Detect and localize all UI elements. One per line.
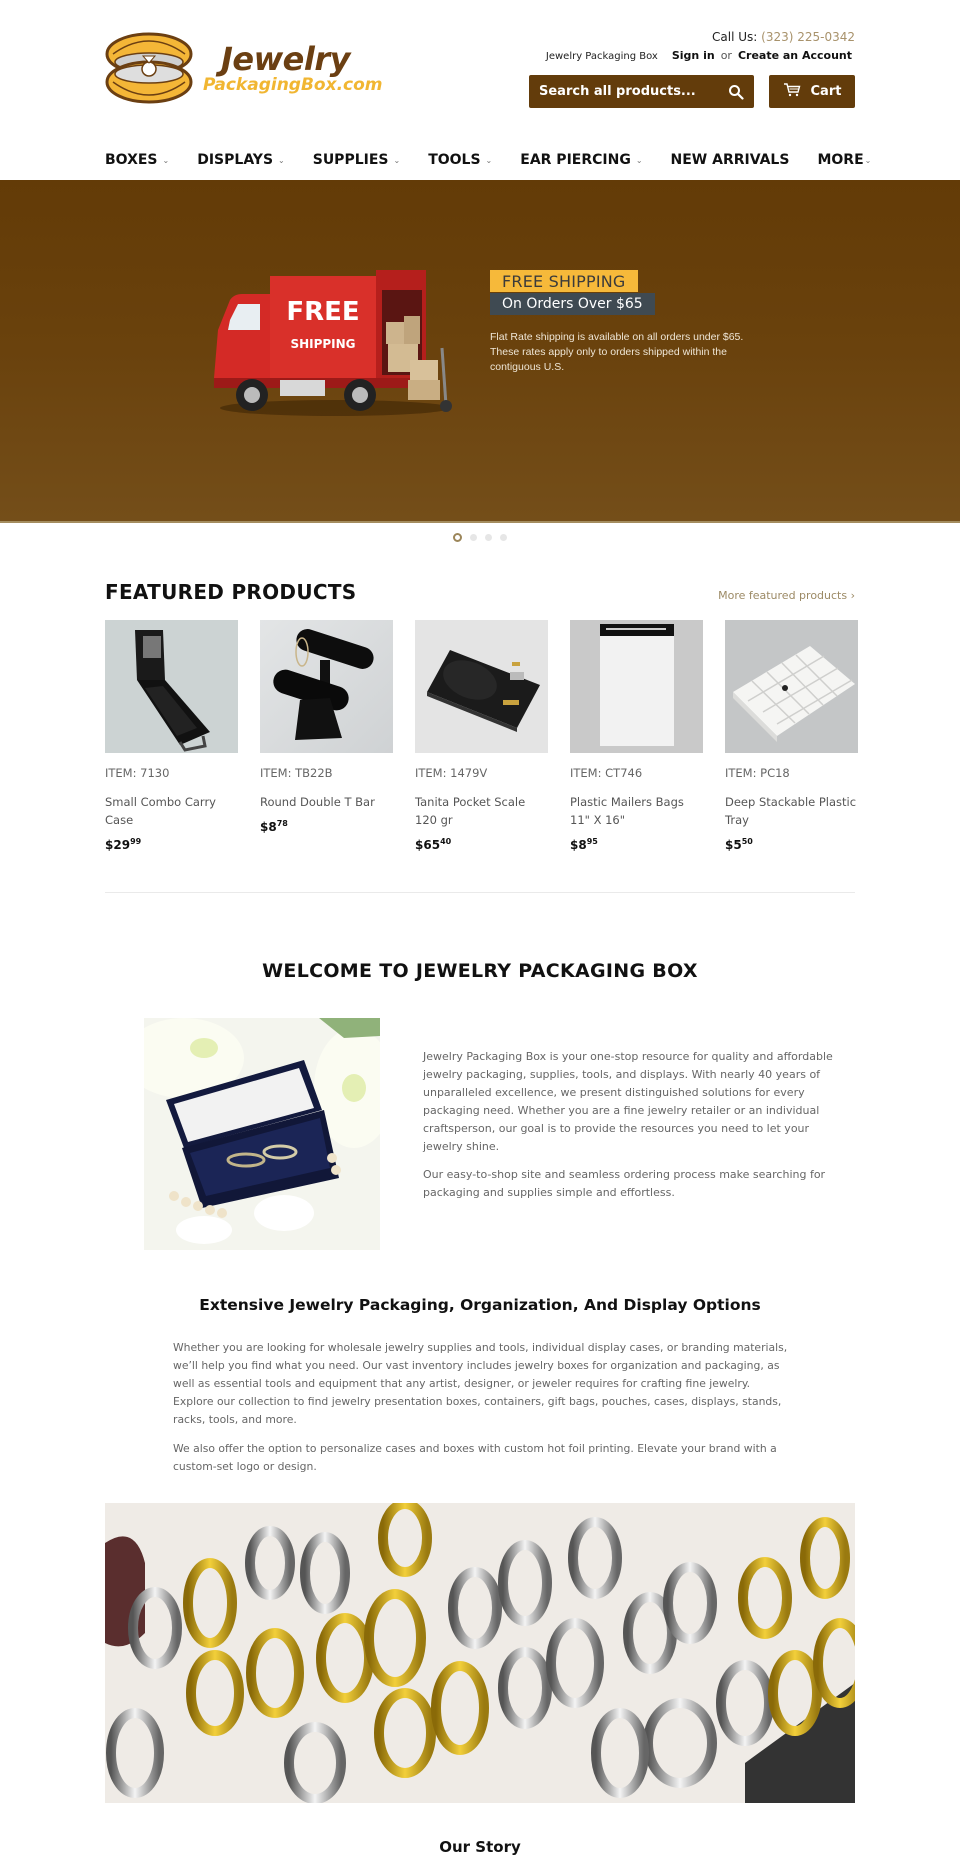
create-account-link[interactable]: Create an Account — [737, 49, 852, 62]
call-us-label: Call Us: — [712, 30, 758, 44]
product-image-pocket-scale[interactable] — [415, 620, 548, 753]
featured-products — [105, 580, 855, 852]
product-card[interactable] — [725, 620, 858, 852]
slider-pagination — [0, 533, 960, 542]
phone-number-link[interactable]: (323) 225-0342 — [761, 30, 855, 44]
account-links — [546, 49, 852, 62]
product-sku: ITEM: TB22B — [260, 766, 333, 780]
search-bar — [529, 75, 754, 108]
cart-icon — [783, 83, 801, 101]
call-us — [712, 30, 855, 44]
welcome-title: WELCOME TO JEWELRY PACKAGING BOX — [262, 960, 698, 982]
chevron-down-icon: ⌄ — [485, 155, 493, 165]
our-story-title: Our Story — [439, 1838, 521, 1856]
nav-item-displays[interactable] — [197, 152, 285, 168]
product-name[interactable]: Small Combo Carry Case — [105, 795, 216, 827]
cart-label: Cart — [810, 84, 842, 99]
nav-item-more[interactable] — [817, 152, 871, 168]
welcome-body — [423, 1048, 838, 1202]
nav-label: DISPLAYS — [197, 152, 274, 168]
product-name[interactable]: Round Double T Bar — [260, 795, 375, 809]
delivery-truck-image — [210, 260, 460, 420]
product-sku: ITEM: 7130 — [105, 766, 170, 780]
product-card[interactable] — [260, 620, 393, 852]
free-shipping-threshold: On Orders Over $65 — [490, 293, 655, 315]
chevron-down-icon: ⌄ — [278, 155, 285, 165]
nav-label: NEW ARRIVALS — [670, 152, 790, 168]
logo-wordmark-bottom: PackagingBox.com — [203, 74, 383, 95]
site-header — [0, 0, 960, 140]
nav-label: BOXES — [105, 152, 158, 168]
section-divider — [105, 892, 855, 893]
free-shipping-badge: FREE SHIPPING — [490, 270, 638, 292]
nav-item-boxes[interactable] — [105, 152, 169, 168]
ring-box-lilies-image — [144, 1018, 380, 1250]
chevron-down-icon: ⌄ — [162, 155, 170, 165]
main-nav — [0, 140, 960, 180]
extensive-options-body — [173, 1339, 793, 1476]
product-sku: ITEM: PC18 — [725, 766, 790, 780]
chevron-down-icon: ⌄ — [635, 155, 643, 165]
product-card[interactable] — [105, 620, 238, 852]
slide-dot-3[interactable] — [485, 534, 492, 541]
product-image-plastic-tray[interactable] — [725, 620, 858, 753]
product-name[interactable]: Deep Stackable Plastic Tray — [725, 795, 857, 827]
product-image-carry-case[interactable] — [105, 620, 238, 753]
slide-dot-2[interactable] — [470, 534, 477, 541]
product-name[interactable]: Plastic Mailers Bags 11" X 16" — [570, 795, 684, 827]
nav-label: SUPPLIES — [312, 152, 389, 168]
product-price: $\$8^{95}$ — [570, 837, 598, 852]
shipping-description: Flat Rate shipping is available on all orders under $65. These rates apply only to orders shipped within the contiguous U.S. — [490, 331, 744, 373]
product-image-mailer-bag[interactable] — [570, 620, 703, 753]
extensive-options-title: Extensive Jewelry Packaging, Organization, And Display Options — [199, 1296, 761, 1314]
more-featured-link[interactable]: More featured products › — [718, 589, 855, 602]
nav-item-new-arrivals[interactable] — [671, 152, 790, 168]
oyster-shell-logo-icon — [105, 32, 193, 104]
nav-item-ear-piercing[interactable] — [520, 152, 642, 168]
nav-item-tools[interactable] — [428, 152, 492, 168]
product-image-t-bar[interactable] — [260, 620, 393, 753]
sign-in-link[interactable]: Sign in — [671, 49, 715, 62]
welcome-paragraph: Jewelry Packaging Box is your one-stop resource for quality and affordable jewelry packaging, supplies, tools, and displays. With nearly 40 years of unparalleled excellence, we present distinguished solutions for every packaging need. Whether you are a fine jewelry retailer or an individual craftsperson, our goal is to provide the resources you need to let your jewelry shine. — [423, 1050, 833, 1153]
product-sku: ITEM: 1479V — [415, 766, 488, 780]
product-price: $\$5^{50}$ — [725, 837, 753, 852]
chevron-down-icon: ⌄ — [864, 155, 872, 165]
product-card[interactable] — [415, 620, 548, 852]
section-title: FEATURED PRODUCTS — [105, 580, 357, 604]
extensive-paragraph: We also offer the option to personalize cases and boxes with custom hot foil printing. Elevate your brand with a custom-set logo or design. — [173, 1442, 777, 1473]
search-icon[interactable] — [728, 84, 744, 100]
or-separator: or — [720, 49, 732, 62]
product-price: $\$65^{40}$ — [415, 837, 452, 852]
nav-label: EAR PIERCING — [520, 152, 631, 168]
product-price: $\$8^{78}$ — [260, 819, 288, 834]
logo-wordmark-top: Jewelry — [221, 39, 350, 78]
svg-text:SHIPPING: SHIPPING — [290, 337, 356, 351]
site-logo[interactable] — [105, 28, 383, 108]
store-name: Jewelry Packaging Box — [545, 51, 658, 62]
extensive-paragraph: Whether you are looking for wholesale jewelry supplies and tools, individual display cases, or branding materials, we’ll help you find what you need. Our vast inventory includes jewelry boxes for organization and packaging, as well as essential tools and equipment that any artist, designer, or jeweler requires for crafting fine jewelry. Explore our collection to find jewelry presentation boxes, containers, gift bags, pouches, cases, displays, stands, racks, tools, and more. — [173, 1341, 788, 1426]
nav-label: TOOLS — [428, 152, 481, 168]
product-name[interactable]: Tanita Pocket Scale 120 gr — [415, 795, 526, 827]
product-sku: ITEM: CT746 — [570, 766, 643, 780]
nav-item-supplies[interactable] — [313, 152, 400, 168]
wedding-rings-display-image — [105, 1503, 855, 1803]
product-price: $\$29^{99}$ — [105, 837, 142, 852]
nav-label: MORE — [817, 152, 864, 168]
slide-dot-4[interactable] — [500, 534, 507, 541]
cart-button[interactable] — [769, 75, 855, 108]
hero-slide-free-shipping[interactable] — [0, 180, 960, 523]
slide-dot-1[interactable] — [453, 533, 462, 542]
search-input[interactable] — [539, 84, 728, 99]
product-card[interactable] — [570, 620, 703, 852]
svg-text:FREE: FREE — [286, 297, 360, 327]
chevron-down-icon: ⌄ — [393, 155, 401, 165]
welcome-paragraph: Our easy-to-shop site and seamless ordering process make searching for packaging and supplies simple and effortless. — [423, 1168, 826, 1199]
